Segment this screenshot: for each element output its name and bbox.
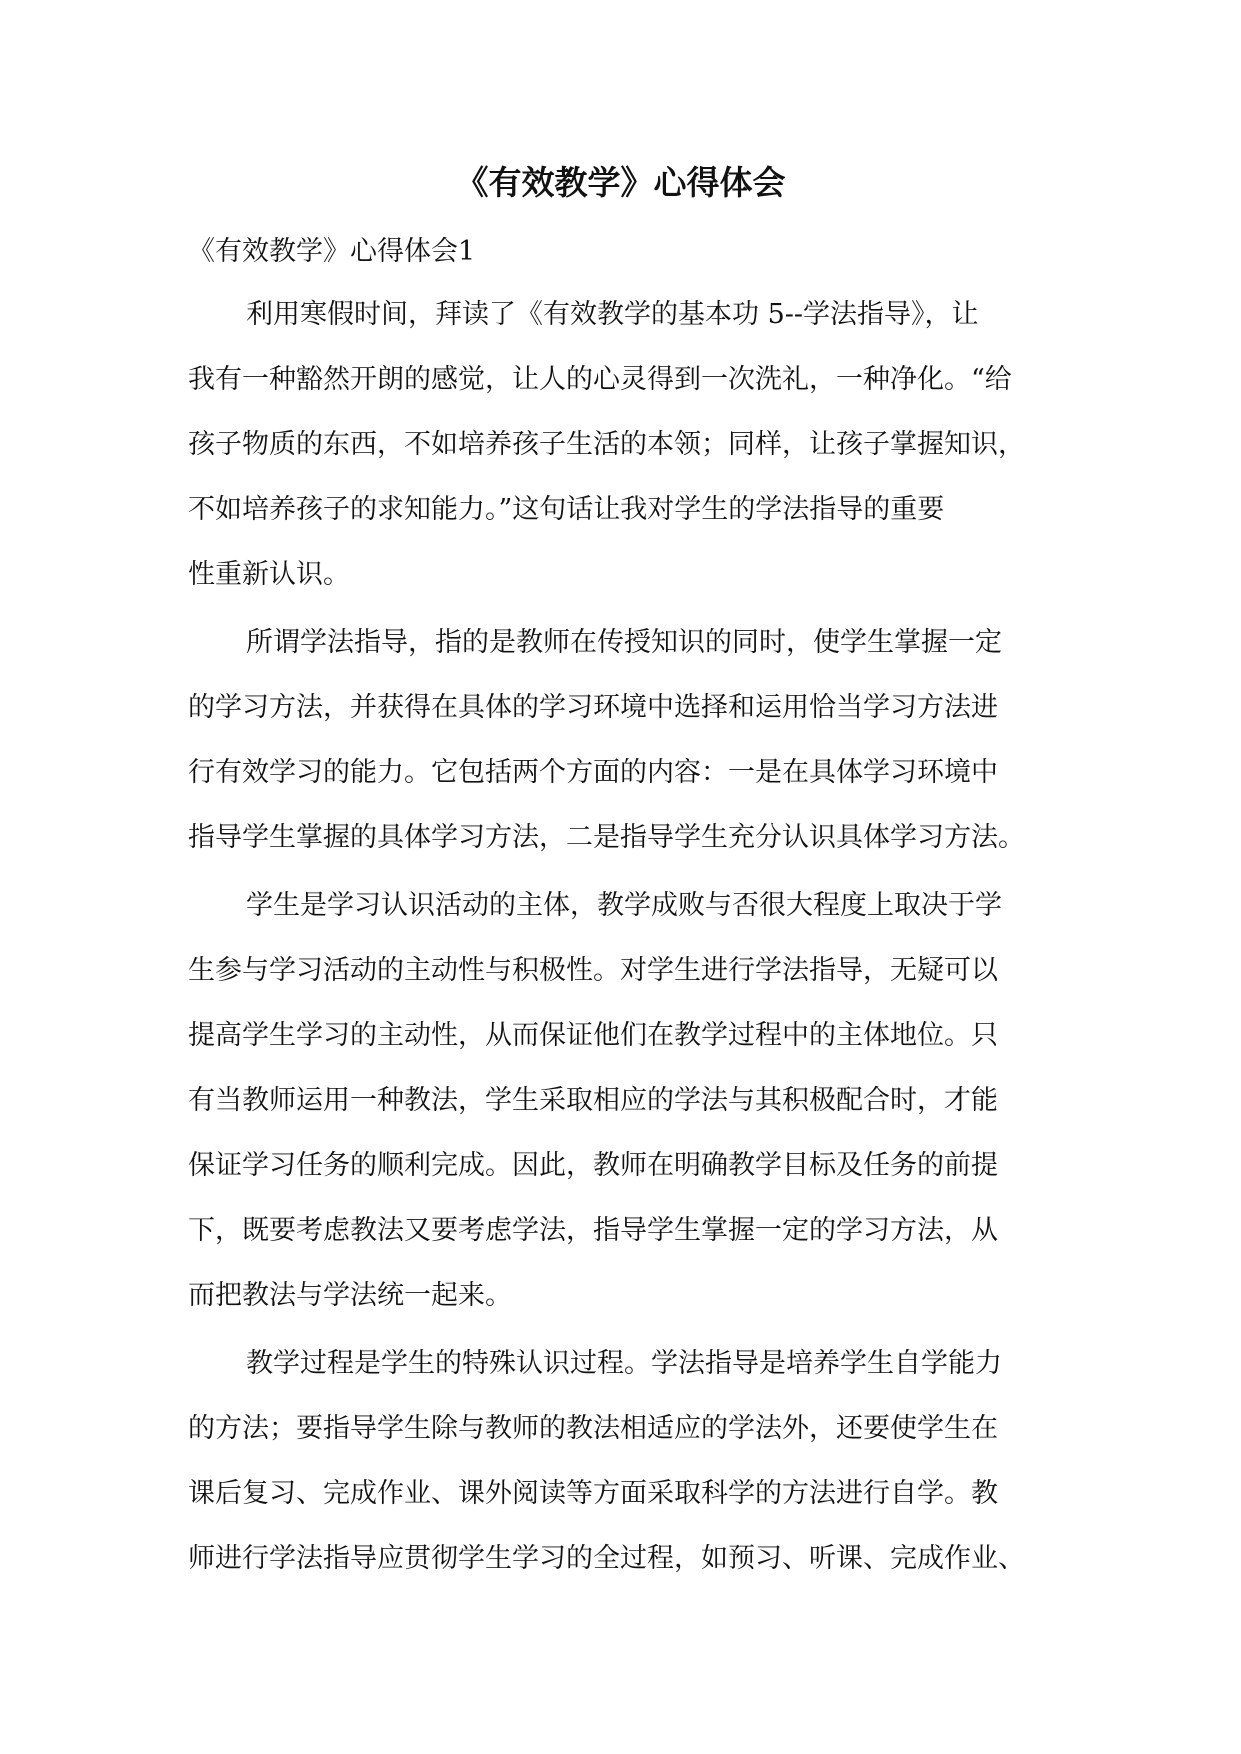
paragraph bbox=[188, 881, 1060, 1336]
paragraph-line: 不如培养孩子的求知能力。”这句话让我对学生的学法指导的重要 bbox=[188, 494, 945, 525]
document-title: 《有效教学》心得体会 bbox=[455, 163, 786, 202]
paragraph-line: 孩子物质的东西，不如培养孩子生活的本领；同样，让孩子掌握知识， bbox=[188, 429, 1025, 460]
paragraph-line: 的方法；要指导学生除与教师的教法相适应的学法外，还要使学生在 bbox=[188, 1413, 998, 1444]
paragraph-line: 有当教师运用一种教法，学生采取相应的学法与其积极配合时，才能 bbox=[188, 1085, 998, 1116]
paragraph-line: 下，既要考虑教法又要考虑学法，指导学生掌握一定的学习方法，从 bbox=[188, 1215, 998, 1246]
paragraph-line: 而把教法与学法统一起来。 bbox=[188, 1280, 512, 1311]
document-body bbox=[188, 290, 1060, 1602]
paragraph-line: 保证学习任务的顺利完成。因此，教师在明确教学目标及任务的前提 bbox=[188, 1150, 998, 1181]
paragraph-line: 所谓学法指导，指的是教师在传授知识的同时，使学生掌握一定 bbox=[246, 627, 1002, 658]
paragraph-line: 的学习方法，并获得在具体的学习环境中选择和运用恰当学习方法进 bbox=[188, 692, 998, 723]
paragraph-line: 课后复习、完成作业、课外阅读等方面采取科学的方法进行自学。教 bbox=[188, 1478, 998, 1509]
section-heading: 《有效教学》心得体会1 bbox=[188, 236, 476, 267]
paragraph-line: 指导学生掌握的具体学习方法，二是指导学生充分认识具体学习方法。 bbox=[188, 822, 1025, 853]
paragraph-line: 提高学生学习的主动性，从而保证他们在教学过程中的主体地位。只 bbox=[188, 1020, 998, 1051]
paragraph bbox=[188, 618, 1060, 878]
paragraph-line: 利用寒假时间，拜读了《有效教学的基本功 5--学法指导》，让 bbox=[246, 299, 979, 330]
paragraph-line: 行有效学习的能力。它包括两个方面的内容：一是在具体学习环境中 bbox=[188, 757, 998, 788]
paragraph-line: 师进行学法指导应贯彻学生学习的全过程，如预习、听课、完成作业、 bbox=[188, 1543, 1025, 1574]
paragraph-line: 教学过程是学生的特殊认识过程。学法指导是培养学生自学能力 bbox=[246, 1348, 1002, 1379]
paragraph-line: 我有一种豁然开朗的感觉，让人的心灵得到一次洗礼，一种净化。“给 bbox=[188, 364, 1012, 395]
paragraph bbox=[188, 290, 1060, 615]
paragraph-line: 性重新认识。 bbox=[188, 559, 350, 590]
paragraph-line: 学生是学习认识活动的主体，教学成败与否很大程度上取决于学 bbox=[246, 890, 1002, 921]
paragraph bbox=[188, 1339, 1060, 1599]
paragraph-line: 生参与学习活动的主动性与积极性。对学生进行学法指导，无疑可以 bbox=[188, 955, 998, 986]
